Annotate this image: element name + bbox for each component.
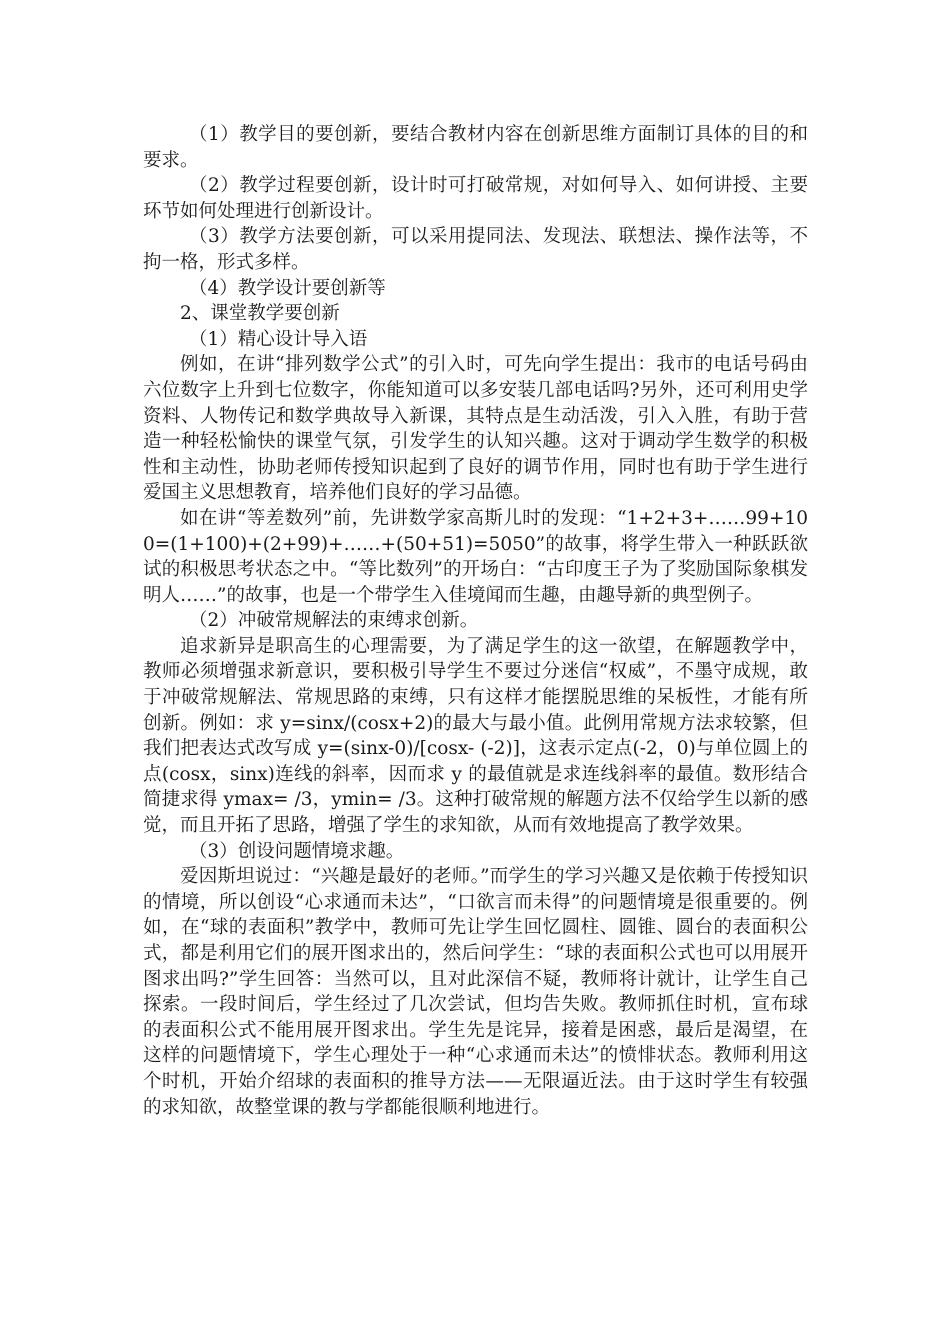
paragraph-teaching-design: （4）教学设计要创新等 [189,277,386,299]
subheading-intro: （1）精心设计导入语 [189,328,368,350]
paragraph-example-sequence: 如在讲“等差数列”前，先讲数学家高斯儿时的发现：“1+2+3+……99+100=(1+100)+(2+99)+……+(50+51)=5050”的故事，将学生带入一种跃跃欲试的积极思考状态之中。“等比数列”的开场白：“古印度王子为了奖励国际象棋发明人……”的故事，也是一个带学生入佳境闻而生趣，由趣导新的典型例子。 [143,507,808,606]
paragraph-teaching-goal: （1）教学目的要创新，要结合教材内容在创新思维方面制订具体的目的和要求。 [143,124,808,171]
document-body [143,122,808,1120]
paragraph-teaching-process: （2）教学过程要创新，设计时可打破常规，对如何导入、如何讲授、主要环节如何处理进行创新设计。 [143,175,808,222]
paragraph-teaching-method: （3）教学方法要创新，可以采用提同法、发现法、联想法、操作法等，不拘一格，形式多样。 [143,226,808,273]
subheading-problem-situation: （3）创设问题情境求趣。 [189,840,405,862]
paragraph-break-convention: 追求新异是职高生的心理需要，为了满足学生的这一欲望，在解题教学中，教师必须增强求新意识，要积极引导学生不要过分迷信“权威”，不墨守成规，敢于冲破常规解法、常规思路的束缚，只有这样才能摆脱思维的呆板性，才能有所创新。例如：求 y=sinx/(cosx+2)的最大与最小值。此例用常规方法求较繁，但我们把表达式改写成 y=(sinx-0)/[cosx- (-2)]，这表示定点(-2，0)与单位圆上的点(cosx，sinx)连线的斜率，因而求 y 的最值就是求连线斜率的最值。数形结合简捷求得 ymax= /3，ymin= /3。这种打破常规的解题方法不仅给学生以新的感觉，而且开拓了思路，增强了学生的求知欲，从而有效地提高了教学效果。 [143,635,808,837]
paragraph-problem-situation: 爱因斯坦说过：“兴趣是最好的老师。”而学生的学习兴趣又是依赖于传授知识的情境，所以创设“心求通而未达”，“口欲言而未得”的问题情境是很重要的。例如，在“球的表面积”教学中，教师可先让学生回忆圆柱、圆锥、圆台的表面积公式，都是利用它们的展开图求出的，然后问学生：“球的表面积公式也可以用展开图求出吗?”学生回答：当然可以，且对此深信不疑，教师将计就计，让学生自己探索。一段时间后，学生经过了几次尝试，但均告失败。教师抓住时机，宣布球的表面积公式不能用展开图求出。学生先是诧异，接着是困惑，最后是渴望，在这样的问题情境下，学生心理处于一种“心求通而未达”的愤悱状态。教师利用这个时机，开始介绍球的表面积的推导方法——无限逼近法。由于这时学生有较强的求知欲，故整堂课的教与学都能很顺利地进行。 [143,866,808,1118]
subheading-break-convention: （2）冲破常规解法的束缚求创新。 [189,610,479,632]
paragraph-example-permutation: 例如，在讲“排列数学公式”的引入时，可先向学生提出：我市的电话号码由六位数字上升到七位数字，你能知道可以多安装几部电话吗?另外，还可利用史学资料、人物传记和数学典故导入新课，其特点是生动活泼，引入入胜，有助于营造一种轻松愉快的课堂气氛，引发学生的认知兴趣。这对于调动学生数学的积极性和主动性，协助老师传授知识起到了良好的调节作用，同时也有助于学生进行爱国主义思想教育，培养他们良好的学习品德。 [143,354,808,504]
section-heading-classroom: 2、课堂教学要创新 [180,303,340,325]
